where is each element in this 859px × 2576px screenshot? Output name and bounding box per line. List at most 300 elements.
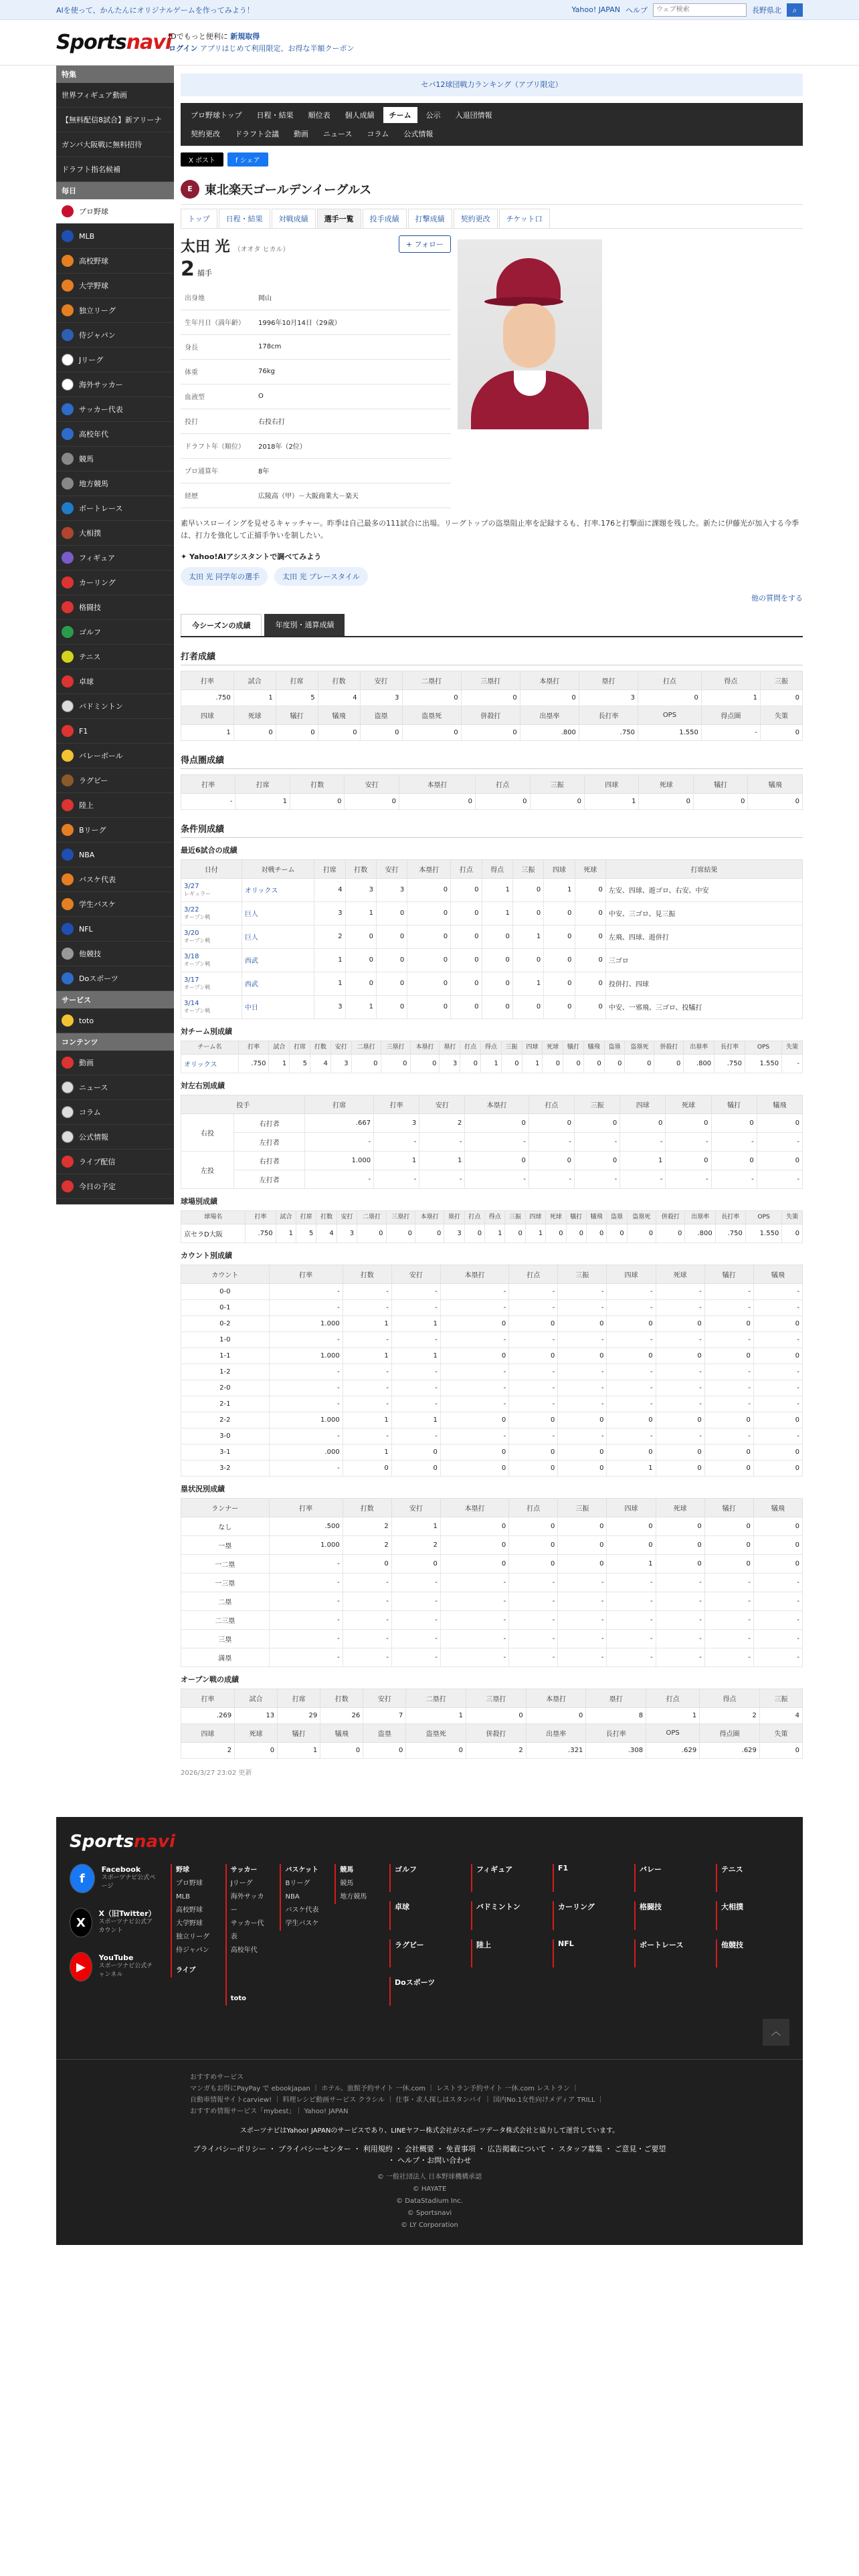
date-link[interactable]: 3/14 — [184, 999, 199, 1007]
stat-cell: 1 — [374, 1151, 419, 1170]
legal-links[interactable]: プライバシーポリシー ・ プライバシーセンター ・ 利用規約 ・ 会社概要 ・ 免責事項 ・ 広告掲載について ・ スタッフ募集 ・ ご意見・ご要望 ・ ヘルプ・お問い合わせ — [193, 2144, 666, 2165]
sport-icon — [62, 948, 74, 960]
column-header: 投手 — [181, 1095, 305, 1113]
stat-cell: - — [391, 1648, 440, 1667]
nav-item[interactable]: 日程・結果 — [256, 111, 294, 120]
table-row — [181, 1396, 803, 1412]
stat-cell: - — [269, 1331, 343, 1348]
top-bar — [0, 0, 859, 20]
sidebar-item[interactable] — [56, 843, 174, 867]
footer-link[interactable]: 学生バスケ — [285, 1919, 319, 1927]
opponent-link[interactable]: 巨人 — [244, 934, 258, 942]
attr-row — [181, 409, 451, 433]
search-icon[interactable]: ⌕ — [787, 3, 803, 17]
sidebar-item[interactable] — [56, 1100, 174, 1125]
stat-cell: 1 — [391, 1517, 440, 1535]
sidebar-item-label: NFL — [79, 924, 93, 934]
footer-link[interactable]: 侍ジャパン — [175, 1946, 209, 1954]
social-f-link[interactable] — [70, 1864, 157, 1893]
stat-cell: - — [666, 1132, 711, 1151]
opponent-cell[interactable] — [242, 948, 314, 972]
facebook-share-button[interactable]: f シェア — [227, 152, 268, 167]
uniform-number: 2 捕手 — [181, 257, 212, 281]
stat-cell: - — [440, 1648, 508, 1667]
footer-link[interactable]: サッカー代表 — [230, 1919, 264, 1941]
footer-link[interactable]: 競馬 — [340, 1879, 354, 1887]
sidebar-item[interactable] — [56, 719, 174, 744]
stat-cell: 8 — [586, 1707, 646, 1723]
column-header: 打点 — [476, 774, 530, 793]
table-row — [181, 1364, 803, 1380]
footer-sport-link[interactable]: ゴルフ — [389, 1864, 463, 1893]
tab-this-season[interactable]: 今シーズンの成績 — [181, 614, 262, 636]
opponent-link[interactable]: 中日 — [244, 1004, 258, 1012]
sidebar-item-label: Bリーグ — [79, 826, 106, 835]
nav-item[interactable]: ドラフト会議 — [235, 130, 279, 138]
rec-title: おすすめサービス — [190, 2073, 244, 2081]
footer-sport-link[interactable]: ラグビー — [389, 1939, 463, 1968]
stat-cell: 0 — [465, 1113, 529, 1132]
column-header: 長打率 — [579, 706, 638, 724]
date-link[interactable]: 3/22 — [184, 905, 199, 914]
nav-item[interactable]: 動画 — [294, 130, 308, 138]
date-link[interactable]: 3/18 — [184, 952, 199, 960]
team-nav-item[interactable]: 契約更改 — [454, 209, 498, 228]
signup-link[interactable]: 新規取得 — [230, 31, 260, 41]
main-content — [181, 66, 803, 1817]
sidebar-item-label: ライブ配信 — [79, 1158, 116, 1166]
footer-link[interactable]: 海外サッカー — [230, 1893, 264, 1914]
stat-cell: 0 — [482, 972, 512, 995]
stat-cell: 1 — [233, 689, 276, 706]
stat-cell: 3-2 — [181, 1460, 270, 1476]
date-link[interactable]: 3/17 — [184, 976, 199, 984]
stat-cell: - — [343, 1610, 391, 1629]
sidebar-item[interactable] — [56, 496, 174, 521]
stat-cell: - — [343, 1364, 391, 1380]
game-kind: オープン戦 — [184, 1007, 211, 1014]
column-header: 打席 — [235, 774, 290, 793]
sidebar-item[interactable] — [56, 348, 174, 372]
stat-cell: 0 — [451, 972, 482, 995]
ai-more-link[interactable]: 他の質問をする — [751, 593, 803, 603]
vs-team-title: 対チーム別成績 — [181, 1027, 232, 1036]
stat-cell: - — [656, 1364, 704, 1380]
ranking-banner[interactable]: セパ12球団戦力ランキング（アプリ限定） — [181, 74, 803, 96]
sidebar-item-label: ラグビー — [79, 776, 108, 785]
stat-cell: 1 — [278, 1742, 320, 1758]
stat-cell: 4 — [318, 689, 360, 706]
stat-cell: 0 — [399, 793, 475, 809]
player-kana: （オオタ ヒカル） — [233, 246, 290, 253]
stat-cell: 0 — [415, 1224, 444, 1243]
stat-cell: 1 — [391, 1315, 440, 1331]
footer-sport-link[interactable]: 格闘技 — [634, 1901, 708, 1930]
stat-cell: 三塁 — [181, 1629, 270, 1648]
stat-cell: - — [607, 1573, 656, 1592]
sidebar-item[interactable] — [56, 1125, 174, 1150]
column-header: 犠飛 — [757, 1095, 802, 1113]
column-header: 打席 — [314, 859, 345, 878]
stat-cell: 1 — [525, 1224, 545, 1243]
column-header: 四球 — [607, 1498, 656, 1517]
column-header: 本塁打 — [440, 1498, 508, 1517]
footer-sport-link[interactable]: 卓球 — [389, 1901, 463, 1930]
sidebar-item[interactable] — [56, 917, 174, 942]
sidebar-item[interactable] — [56, 323, 174, 348]
name-cell[interactable] — [181, 1054, 239, 1073]
footer-sport-link[interactable]: F1 — [553, 1864, 626, 1893]
pitcher-hand: 右投 — [181, 1113, 234, 1151]
sidebar-item[interactable] — [56, 249, 174, 274]
game-date[interactable] — [181, 972, 242, 995]
stat-cell: 3 — [579, 689, 638, 706]
social-▶-link[interactable] — [70, 1952, 157, 1981]
column-header: 盗塁死 — [406, 1723, 466, 1742]
column-header: 盗塁死 — [402, 706, 461, 724]
stat-cell: 満塁 — [181, 1648, 270, 1667]
copyright: © 一般社団法人 日本野球機構承認 — [377, 2173, 482, 2181]
team-nav-item[interactable]: 打撃成績 — [408, 209, 452, 228]
x-share-button[interactable]: X ポスト — [181, 152, 223, 167]
stat-cell: 0 — [407, 925, 451, 948]
column-header: 打点 — [646, 1689, 700, 1707]
game-date[interactable] — [181, 925, 242, 948]
footer-sport-link[interactable]: ボートレース — [634, 1939, 708, 1968]
stat-cell: 二三塁 — [181, 1610, 270, 1629]
name-label[interactable]: オリックス — [184, 1061, 217, 1069]
date-link[interactable]: 3/20 — [184, 929, 199, 937]
footer-sport-link[interactable]: Doスポーツ — [389, 1977, 463, 2006]
rec-links[interactable]: おすすめ情報サービス「mybest」｜ Yahoo! JAPAN — [190, 2107, 349, 2115]
opponent-cell[interactable] — [242, 972, 314, 995]
footer-sport-link[interactable]: 大相撲 — [716, 1901, 789, 1930]
open-stats-table — [181, 1689, 803, 1759]
footer-sport-link[interactable]: 他競技 — [716, 1939, 789, 1968]
open-title: オープン戦の成績 — [181, 1675, 240, 1684]
sidebar-item[interactable] — [56, 595, 174, 620]
column-header: 盗塁死 — [625, 1041, 654, 1054]
rec-links[interactable]: マンガもお得にPayPay で ebookjapan ｜ ホテル、旅館予約サイト 一休.com ｜ レストラン予約サイト 一休.com レストラン ｜ — [190, 2084, 579, 2092]
team-nav-item[interactable]: チケット口 — [499, 209, 550, 228]
table-row — [181, 972, 803, 995]
stat-cell: 0 — [544, 901, 575, 925]
stat-cell: - — [575, 1170, 620, 1188]
opponent-cell[interactable] — [242, 925, 314, 948]
stat-cell: 0 — [391, 1554, 440, 1573]
social-name: X（旧Twitter） — [98, 1909, 156, 1918]
header-row — [181, 859, 803, 878]
stat-cell: 1 — [276, 1224, 296, 1243]
footer-sport-link[interactable]: テニス — [716, 1864, 789, 1893]
sport-icon — [62, 552, 74, 564]
stat-cell: 0 — [575, 878, 605, 901]
sidebar-item[interactable] — [56, 1174, 174, 1199]
sidebar-item[interactable] — [56, 694, 174, 719]
table-row — [181, 948, 803, 972]
sidebar-item[interactable] — [56, 1150, 174, 1174]
column-header: カウント — [181, 1265, 270, 1283]
coupon-link[interactable]: アプリはじめて利用限定、お得な半額クーポン — [199, 43, 355, 53]
opponent-link[interactable]: 西武 — [244, 958, 258, 965]
footer-link[interactable]: Jリーグ — [230, 1879, 253, 1887]
vs-team-table — [181, 1041, 803, 1073]
stat-cell: 2 — [466, 1742, 527, 1758]
stat-cell: 0 — [466, 1707, 527, 1723]
name-label: 京セラD大阪 — [184, 1230, 223, 1239]
team-nav-item[interactable]: 選手一覧 — [317, 209, 361, 228]
opponent-cell[interactable] — [242, 901, 314, 925]
game-date[interactable] — [181, 948, 242, 972]
login-link[interactable]: ログイン — [169, 43, 198, 53]
sidebar-item-label: Jリーグ — [79, 356, 104, 364]
opponent-link[interactable]: 西武 — [244, 981, 258, 988]
sidebar-item[interactable] — [56, 645, 174, 669]
stat-cell: 1 — [584, 793, 638, 809]
footer-link[interactable]: 地方競馬 — [340, 1893, 367, 1901]
stat-cell: .321 — [526, 1742, 586, 1758]
opponent-link[interactable]: 巨人 — [244, 911, 258, 918]
date-link[interactable]: 3/27 — [184, 882, 199, 890]
team-nav-item[interactable]: 対戦成績 — [272, 209, 316, 228]
column-header: 三振 — [759, 1689, 802, 1707]
sidebar-item[interactable] — [56, 471, 174, 496]
stat-cell: 2 — [343, 1517, 391, 1535]
column-header: 打率 — [181, 1689, 235, 1707]
stat-cell: 0 — [544, 972, 575, 995]
nav-item[interactable]: 順位表 — [308, 111, 330, 120]
stat-cell: 0 — [656, 1535, 704, 1554]
stat-cell: - — [753, 1380, 802, 1396]
sidebar-item-label: F1 — [79, 726, 88, 736]
nav-item[interactable]: 公示 — [425, 111, 441, 120]
rec-links[interactable]: 自動車情報サイトcarview! ｜ 料理レシピ動画サービス クラシル ｜ 仕事・求人探しはスタンバイ ｜ 国内No.1女性向けメディア TRILL ｜ — [190, 2096, 604, 2104]
footer-link[interactable]: Bリーグ — [285, 1879, 310, 1887]
stat-cell: - — [269, 1592, 343, 1610]
sidebar-item-label: 地方競馬 — [79, 479, 108, 488]
sidebar-item[interactable] — [56, 892, 174, 917]
weather-location[interactable]: 長野県北 — [752, 5, 781, 15]
stat-cell: 2 — [700, 1707, 760, 1723]
column-header: 三振 — [530, 774, 584, 793]
column-header: 犠飛 — [586, 1210, 606, 1224]
sidebar-item[interactable] — [56, 132, 174, 157]
sport-icon — [62, 1081, 74, 1093]
sidebar-item[interactable] — [56, 867, 174, 892]
game-kind: オープン戦 — [184, 984, 211, 990]
sidebar-item[interactable] — [56, 546, 174, 570]
stat-cell: 0 — [512, 878, 543, 901]
footer-sport-link[interactable]: バドミントン — [471, 1901, 545, 1930]
footer-link[interactable]: バスケ代表 — [285, 1906, 319, 1914]
sport-icon — [62, 923, 74, 935]
sidebar-item[interactable] — [56, 1008, 174, 1033]
nav-item[interactable]: プロ野球トップ — [191, 111, 242, 120]
player-attributes — [181, 285, 451, 508]
ai-chip[interactable]: 太田 光 プレースタイル — [274, 567, 368, 586]
stat-cell: 0 — [505, 1224, 525, 1243]
social-X-link[interactable] — [70, 1908, 157, 1937]
sidebar-item[interactable] — [56, 422, 174, 447]
ai-chip[interactable]: 太田 光 同学年の選手 — [181, 567, 268, 586]
footer-sport-link[interactable]: バレー — [634, 1864, 708, 1893]
stat-cell: 0 — [451, 995, 482, 1018]
opponent-link[interactable]: オリックス — [244, 887, 278, 895]
attr-row — [181, 384, 451, 409]
footer-sport-link[interactable]: カーリング — [553, 1901, 626, 1930]
nav-item[interactable]: チーム — [383, 107, 417, 123]
ai-assistant — [181, 551, 803, 603]
footer-toto-link[interactable]: toto — [230, 1994, 247, 2002]
stat-cell: 1 — [343, 1348, 391, 1364]
footer-logo[interactable]: Sportsnavi — [70, 1831, 175, 1852]
stat-cell: 0 — [460, 1054, 481, 1073]
sport-icon — [62, 1131, 74, 1143]
stat-cell: 0 — [558, 1554, 607, 1573]
stat-cell: 0 — [704, 1444, 753, 1460]
column-header: 安打 — [360, 671, 402, 689]
column-header: 得点圏 — [701, 706, 760, 724]
sidebar-item[interactable] — [56, 793, 174, 818]
stat-cell: - — [269, 1629, 343, 1648]
game-date[interactable] — [181, 995, 242, 1018]
nav-item[interactable]: 契約更改 — [191, 130, 220, 138]
team-nav-item[interactable]: 投手成績 — [363, 209, 407, 228]
team-nav-item[interactable]: トップ — [181, 209, 217, 228]
web-search-input[interactable] — [653, 3, 747, 17]
stat-cell: 0 — [558, 1315, 607, 1331]
sidebar-item[interactable] — [56, 372, 174, 397]
game-date[interactable] — [181, 901, 242, 925]
sidebar-item[interactable] — [56, 744, 174, 768]
sidebar-item[interactable] — [56, 157, 174, 182]
stat-cell: - — [704, 1428, 753, 1444]
sidebar-item[interactable] — [56, 274, 174, 298]
follow-button[interactable]: + フォロー — [399, 235, 451, 253]
game-date[interactable] — [181, 878, 242, 901]
footer-link[interactable]: NBA — [285, 1893, 300, 1901]
team-name[interactable]: 東北楽天ゴールデンイーグルス — [205, 183, 372, 197]
sport-icon — [62, 700, 74, 712]
sport-icon — [62, 873, 74, 885]
stat-cell: 0 — [440, 1535, 508, 1554]
column-header: 犠打 — [278, 1723, 320, 1742]
stat-cell: 0 — [343, 1554, 391, 1573]
sidebar-item[interactable] — [56, 966, 174, 991]
sidebar-item[interactable] — [56, 942, 174, 966]
sidebar-item[interactable] — [56, 570, 174, 595]
stat-cell: 0 — [656, 1517, 704, 1535]
column-header: 長打率 — [714, 1041, 745, 1054]
footer-link[interactable]: プロ野球 — [175, 1879, 203, 1887]
table-row — [181, 925, 803, 948]
stat-cell: .750 — [246, 1224, 276, 1243]
sidebar-item[interactable] — [56, 108, 174, 132]
help-link[interactable]: ヘルプ — [626, 5, 648, 15]
footer-link[interactable]: 高校野球 — [175, 1906, 203, 1914]
sidebar-item[interactable] — [56, 768, 174, 793]
sidebar-item[interactable] — [56, 521, 174, 546]
sidebar-item[interactable] — [56, 447, 174, 471]
attr-value: 76kg — [254, 359, 451, 384]
footer-sport-link[interactable]: 陸上 — [471, 1939, 545, 1968]
footer-link[interactable]: 独立リーグ — [175, 1933, 209, 1941]
opponent-cell[interactable] — [242, 995, 314, 1018]
id-text: IDでもっと便利に — [169, 31, 228, 41]
stat-cell: 0 — [451, 948, 482, 972]
stat-cell: 0 — [607, 1412, 656, 1428]
nav-item[interactable]: コラム — [367, 130, 389, 138]
footer-sport-link[interactable]: NFL — [553, 1939, 626, 1968]
social-text — [102, 1865, 157, 1891]
stat-cell: - — [465, 1132, 529, 1151]
sidebar-item[interactable] — [56, 397, 174, 422]
stat-cell: 0 — [666, 1113, 711, 1132]
footer-live-link[interactable]: ライブ — [175, 1966, 196, 1974]
sidebar-section-daily: 毎日 — [56, 182, 174, 199]
stat-cell: - — [711, 1170, 757, 1188]
sidebar-item[interactable] — [56, 818, 174, 843]
footer-link[interactable]: 大学野球 — [175, 1919, 203, 1927]
footer-link[interactable]: 高校年代 — [230, 1946, 258, 1954]
yahoo-link[interactable]: Yahoo! JAPAN — [571, 5, 620, 14]
nav-item[interactable]: ニュース — [323, 130, 353, 138]
stat-cell: - — [757, 1170, 802, 1188]
sidebar-item[interactable] — [56, 1075, 174, 1100]
stat-cell: 0 — [440, 1517, 508, 1535]
column-header: 出塁率 — [685, 1210, 715, 1224]
sidebar-item-label: 侍ジャパン — [79, 331, 116, 340]
column-header: 失策 — [782, 1210, 803, 1224]
sportsnavi-logo[interactable]: Sportsnavi — [56, 31, 172, 54]
column-header: 犠打 — [566, 1210, 586, 1224]
stat-cell: なし — [181, 1517, 270, 1535]
scoring-table — [181, 774, 803, 810]
sidebar-item[interactable] — [56, 1051, 174, 1075]
stat-cell: - — [269, 1364, 343, 1380]
promo-link[interactable]: AIを使って、かんたんにオリジナルゲームを作ってみよう！ — [56, 5, 254, 15]
column-header: 打率 — [374, 1095, 419, 1113]
footer-link[interactable]: MLB — [175, 1893, 191, 1901]
stat-cell: 1 — [314, 972, 345, 995]
sidebar-item[interactable] — [56, 669, 174, 694]
column-header: 安打 — [419, 1095, 465, 1113]
sidebar-item[interactable] — [56, 199, 174, 224]
sidebar-item[interactable] — [56, 83, 174, 108]
sport-icon — [62, 354, 74, 366]
opponent-cell[interactable] — [242, 878, 314, 901]
scroll-top-icon[interactable]: ︿ — [763, 2019, 789, 2046]
sidebar-item[interactable] — [56, 298, 174, 323]
sidebar-item[interactable] — [56, 224, 174, 249]
tab-yearly[interactable]: 年度別・通算成績 — [264, 614, 345, 636]
stat-cell: 0 — [759, 1742, 802, 1758]
nav-item[interactable]: 公式情報 — [403, 130, 434, 138]
column-header: 三振 — [501, 1041, 522, 1054]
nav-item[interactable]: 個人成績 — [345, 111, 375, 120]
team-nav-item[interactable]: 日程・結果 — [219, 209, 270, 228]
stat-cell: - — [704, 1299, 753, 1315]
footer-sport-link[interactable]: フィギュア — [471, 1864, 545, 1893]
stat-cell: .500 — [269, 1517, 343, 1535]
stat-cell: 0 — [407, 972, 451, 995]
stat-cell: 0 — [440, 1348, 508, 1364]
stat-cell: 0 — [464, 1224, 484, 1243]
nav-item[interactable]: 入退団情報 — [455, 111, 492, 120]
sidebar-item[interactable] — [56, 620, 174, 645]
stat-cell: 0 — [440, 1315, 508, 1331]
column-header: 犠飛 — [748, 774, 803, 793]
